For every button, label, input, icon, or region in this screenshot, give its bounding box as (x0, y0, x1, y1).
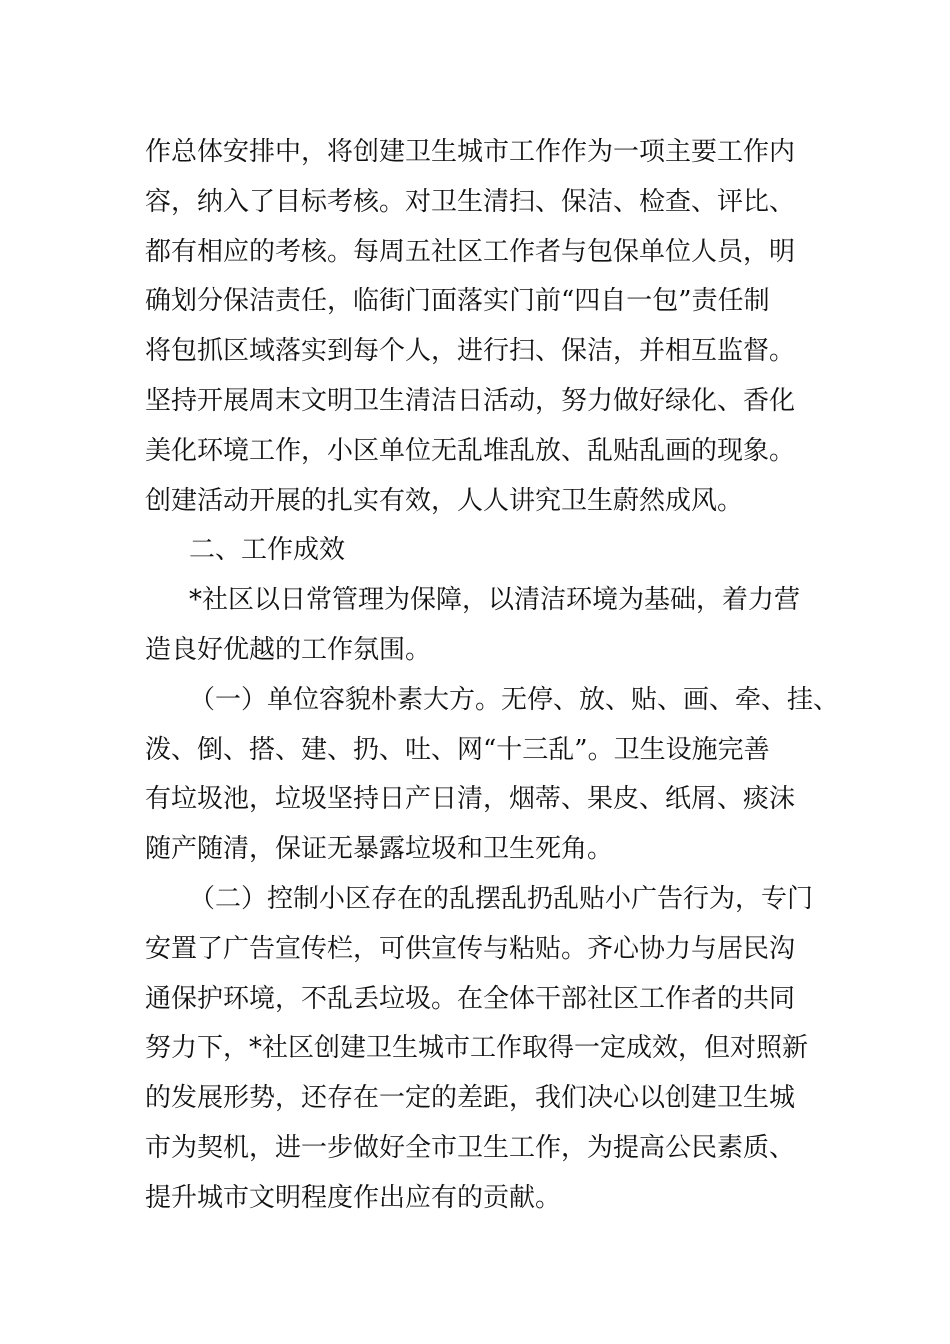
section-heading: 二、工作成效 (189, 535, 346, 566)
text-line: 将包抓区域落实到每个人，进行扫、保洁，并相互监督。 (145, 336, 796, 367)
text-line: 提升城市文明程度作出应有的贡献。 (145, 1182, 562, 1213)
text-line: 作总体安排中，将创建卫生城市工作作为一项主要工作内 (145, 137, 796, 167)
text-line: 的发展形势，还存在一定的差距，我们决心以创建卫生城 (145, 1083, 796, 1114)
text-line: 都有相应的考核。每周五社区工作者与包保单位人员，明 (145, 236, 796, 267)
text-line: 坚持开展周末文明卫生清洁日活动，努力做好绿化、香化 (145, 385, 796, 416)
paragraph-start: *社区以日常管理为保障，以清洁环境为基础，着力营 (189, 585, 801, 616)
text-line: 造良好优越的工作氛围。 (145, 634, 432, 665)
paragraph-start: （二）控制小区存在的乱摆乱扔乱贴小广告行为，专门 (189, 883, 814, 914)
text-line: 市为契机，进一步做好全市卫生工作，为提高公民素质、 (145, 1132, 796, 1163)
text-line: 美化环境工作，小区单位无乱堆乱放、乱贴乱画的现象。 (145, 435, 796, 466)
text-line: 有垃圾池，垃圾坚持日产日清，烟蒂、果皮、纸屑、痰沫 (145, 784, 796, 815)
text-line: 安置了广告宣传栏，可供宣传与粘贴。齐心协力与居民沟 (145, 933, 796, 964)
text-line: 努力下，*社区创建卫生城市工作取得一定成效，但对照新 (145, 1033, 809, 1064)
paragraph-start: （一）单位容貌朴素大方。无停、放、贴、画、牵、挂、 (189, 684, 840, 715)
text-line: 通保护环境，不乱丢垃圾。在全体干部社区工作者的共同 (145, 983, 796, 1014)
text-line: 确划分保洁责任，临街门面落实门前“四自一包”责任制 (145, 286, 770, 317)
text-line: 容，纳入了目标考核。对卫生清扫、保洁、检查、评比、 (145, 186, 796, 217)
text-line: 泼、倒、搭、建、扔、吐、网“十三乱”。卫生设施完善 (145, 734, 770, 765)
text-line: 创建活动开展的扎实有效，人人讲究卫生蔚然成风。 (145, 485, 744, 516)
text-line: 随产随清，保证无暴露垃圾和卫生死角。 (145, 834, 614, 865)
document-body (145, 128, 845, 1224)
